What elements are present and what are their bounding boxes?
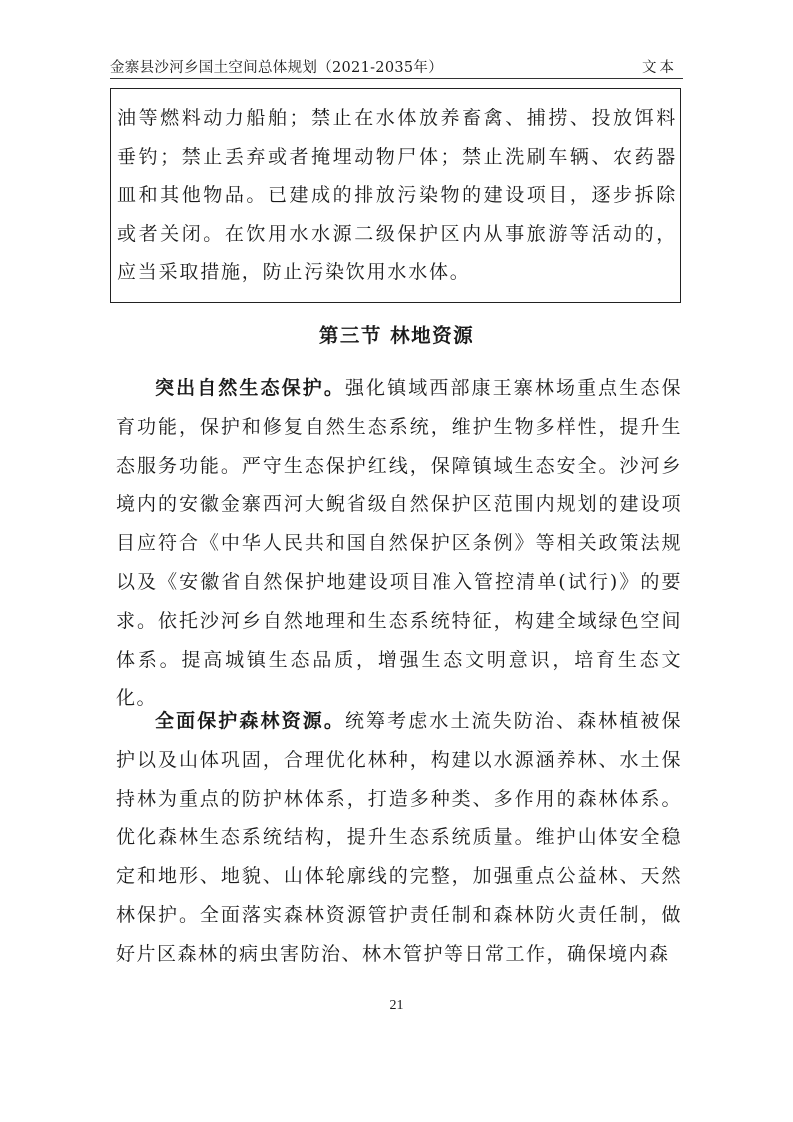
section-title: 第三节 林地资源 [318,324,475,347]
bordered-text-box [110,88,681,303]
paragraph-nature-protection [116,369,682,718]
header-label: 文本 [642,60,677,76]
paragraph-body: 统筹考虑水土流失防治、森林植被保护以及山体巩固，合理优化林种，构建以水源涵养林、水土保持林为重点的防护林体系，打造多种类、多作用的森林体系。优化森林生态系统结构，提升生态系统质量。维护山体安全稳定和地形、地貌、山体轮廓线的完整，加强重点公益林、天然林保护。全面落实森林资源管护责任制和森林防火责任制，做好片区森林的病虫害防治、林木管护等日常工作，确保境内森 [116,710,682,965]
paragraph-lead: 突出自然生态保护。 [155,377,345,399]
page-header [110,52,683,79]
paragraph-body: 强化镇域西部康王寨林场重点生态保育功能，保护和修复自然生态系统，维护生物多样性，提升生态服务功能。严守生态保护红线，保障镇域生态安全。沙河乡境内的安徽金寨西河大鲵省级自然保护区范围内规划的建设项目应符合《中华人民共和国自然保护区条例》等相关政策法规以及《安徽省自然保护地建设项目准入管控清单(试行)》的要求。依托沙河乡自然地理和生态系统特征，构建全域绿色空间体系。提高城镇生态品质，增强生态文明意识，培育生态文化。 [116,377,682,710]
paragraph-lead: 全面保护森林资源。 [155,710,345,732]
paragraph-forest-protection [116,702,682,974]
page-number: 21 [389,998,404,1013]
header-title: 金寨县沙河乡国土空间总体规划（2021-2035年） [110,60,444,76]
box-paragraph: 油等燃料动力船舶；禁止在水体放养畜禽、捕捞、投放饵料垂钓；禁止丢弃或者掩埋动物尸体；禁止洗刷车辆、农药器皿和其他物品。已建成的排放污染物的建设项目，逐步拆除或者关闭。在饮用水水源二级保护区内从事旅游等活动的，应当采取措施，防止污染饮用水水体。 [117,107,677,283]
